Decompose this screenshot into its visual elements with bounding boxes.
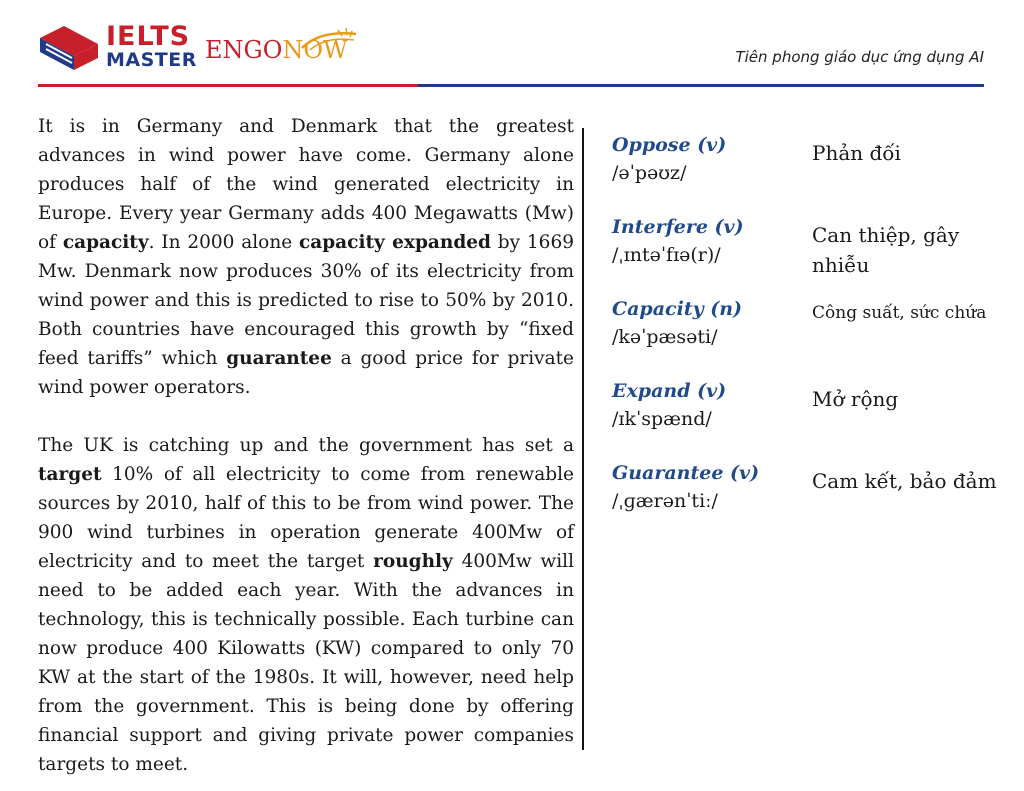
vocab-meaning: Công suất, sức chứa <box>812 303 987 323</box>
vocab-word: Expand (v) <box>612 380 727 402</box>
passage-text: by 1669 Mw. Denmark now produces 30% of its electricity from wind power and this is predicted to rise to 50% by 2010. Both countries have encouraged this growth by “fixed feed tariffs” which <box>38 232 574 369</box>
passage-text: a good price for private wind power operators. <box>38 348 574 398</box>
vocab-word: Interfere (v) <box>612 216 744 238</box>
passage-keyword: capacity <box>62 232 149 253</box>
passage-keyword: capacity expanded <box>299 232 491 253</box>
passage-text: . In 2000 alone <box>148 232 299 253</box>
passage-text: 400Mw will need to be added each year. With the advances in technology, this is technically possible. Each turbine can now produce 400 Kilowatts (KW) compared to only 70 KW at the start of the 1980s. It will, however, need help from the government. This is being done by offering financial support and giving private power companies targets to meet. <box>38 551 574 775</box>
passage-text: It is in Germany and Denmark that the greatest advances in wind power have come. Germany alone produces half of the wind generated electricity in Europe. Every year Germany adds 400 Megawatts (Mw) of <box>38 116 574 253</box>
vocab-meaning: Phản đối <box>812 141 901 165</box>
logo-ielts-text: IELTS <box>106 21 191 52</box>
passage-keyword: roughly <box>373 551 453 572</box>
vocab-ipa: /əˈpəʊz/ <box>612 162 687 184</box>
page-header <box>0 0 1024 90</box>
vocab-word: Oppose (v) <box>612 134 727 156</box>
passage-paragraph-1 <box>38 112 574 402</box>
vocab-meaning: Mở rộng <box>812 387 899 411</box>
vocab-meaning: Cam kết, bảo đảm <box>812 469 997 493</box>
column-divider <box>582 128 584 750</box>
logo-now-text: NOW <box>282 36 348 64</box>
vocab-item <box>612 378 1012 460</box>
vocab-ipa: /kəˈpæsəti/ <box>612 326 718 348</box>
vocab-item <box>612 132 1012 214</box>
tagline: Tiên phong giáo dục ứng dụng AI <box>735 48 984 66</box>
vocab-item <box>612 214 1012 296</box>
logo-master-text: MASTER <box>106 49 197 71</box>
vocab-word: Guarantee (v) <box>612 462 760 484</box>
logo-engo-text: ENGO <box>205 36 283 64</box>
vocab-item <box>612 296 1012 378</box>
vocab-word: Capacity (n) <box>612 298 743 320</box>
header-rule-red <box>38 84 418 87</box>
vocabulary-list <box>612 132 1012 542</box>
passage-text: The UK is catching up and the government has set a <box>38 435 574 456</box>
vocab-meaning: Can thiệp, gây nhiễu <box>812 223 960 277</box>
vocab-ipa: /ˌɪntəˈfɪə(r)/ <box>612 244 721 266</box>
vocab-ipa: /ɪkˈspænd/ <box>612 408 712 430</box>
passage-paragraph-2 <box>38 431 574 779</box>
passage-keyword: target <box>38 464 102 485</box>
reading-passage <box>38 112 574 779</box>
ielts-master-logo-icon <box>38 22 100 72</box>
vocab-item <box>612 460 1012 542</box>
engonow-swirl-icon <box>300 28 358 52</box>
passage-keyword: guarantee <box>226 348 332 369</box>
vocab-ipa: /ˌɡærənˈtiː/ <box>612 490 718 512</box>
passage-text: 10% of all electricity to come from renewable sources by 2010, half of this to be from wind power. The 900 wind turbines in operation generate 400Mw of electricity and to meet the target <box>38 464 574 572</box>
header-rule-blue <box>418 84 984 87</box>
